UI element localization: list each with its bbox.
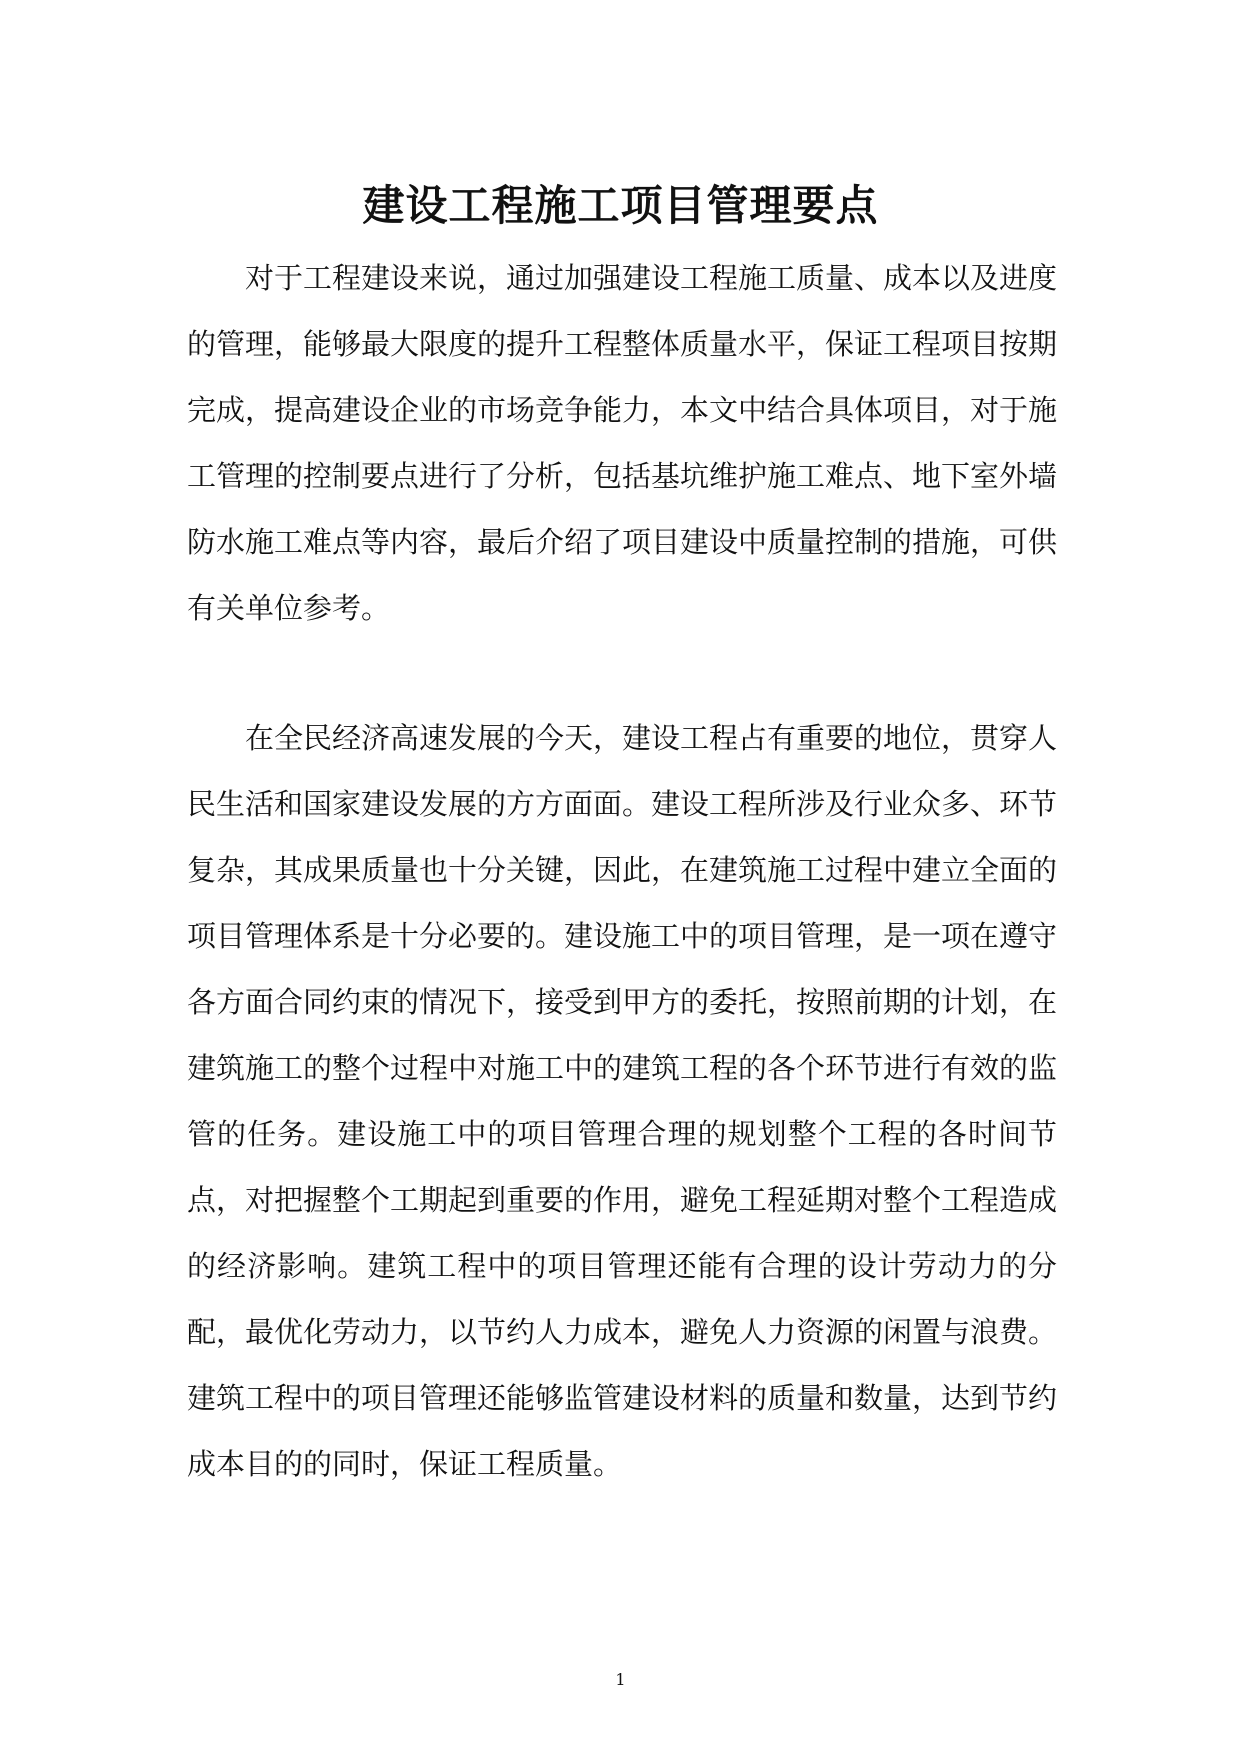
page-number: 1	[615, 1670, 626, 1689]
document-title: 建设工程施工项目管理要点	[362, 181, 879, 231]
paragraph-introduction: 在全民经济高速发展的今天，建设工程占有重要的地位，贯穿人民生活和国家建设发展的方方面面。建设工程所涉及行业众多、环节复杂，其成果质量也十分关键，因此，在建筑施工过程中建立全面的项目管理体系是十分必要的。建设施工中的项目管理，是一项在遵守各方面合同约束的情况下，接受到甲方的委托，按照前期的计划，在建筑施工的整个过程中对施工中的建筑工程的各个环节进行有效的监管的任务。建设施工中的项目管理合理的规划整个工程的各时间节点，对把握整个工期起到重要的作用，避免工程延期对整个工程造成的经济影响。建筑工程中的项目管理还能有合理的设计劳动力的分配，最优化劳动力，以节约人力成本，避免人力资源的闲置与浪费。建筑工程中的项目管理还能够监管建设材料的质量和数量，达到节约成本目的的同时，保证工程质量。	[187, 721, 1058, 1481]
paragraph-abstract: 对于工程建设来说，通过加强建设工程施工质量、成本以及进度的管理，能够最大限度的提升工程整体质量水平，保证工程项目按期完成，提高建设企业的市场竞争能力，本文中结合具体项目，对于施工管理的控制要点进行了分析，包括基坑维护施工难点、地下室外墙防水施工难点等内容，最后介绍了项目建设中质量控制的措施，可供有关单位参考。	[187, 261, 1058, 625]
